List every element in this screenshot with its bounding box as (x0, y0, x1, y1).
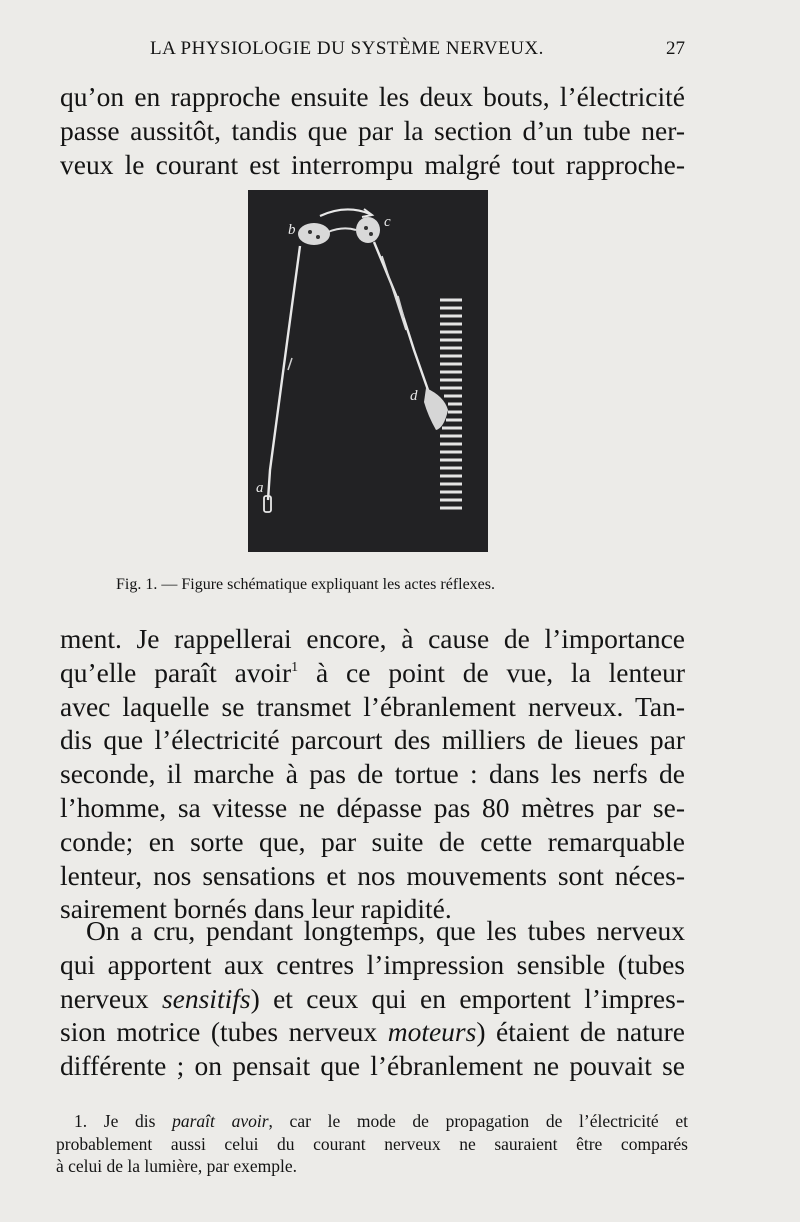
text-fragment: 1. Je dis (74, 1111, 173, 1131)
label-b: b (288, 222, 296, 238)
text-line: avec laquelle se transmet l’ébranlement nerveux. Tan- (60, 690, 685, 722)
text-line: seconde, il marche à pas de tortue : dans les nerfs de (60, 758, 685, 790)
footnote (56, 1110, 688, 1178)
text-fragment: sion motrice (tubes nerveux (60, 1016, 388, 1048)
reflex-diagram (248, 190, 488, 552)
label-c: c (384, 214, 391, 230)
footnote-line (56, 1110, 688, 1133)
emphasis: paraît avoir (172, 1111, 269, 1131)
text-line (60, 656, 685, 690)
text-line (60, 1015, 685, 1049)
text-line: passe aussitôt, tandis que par la section d’un tube ner- (60, 114, 685, 146)
text-fragment: qu’elle paraît avoir (60, 656, 292, 688)
text-line: qu’on en rapproche ensuite les deux bouts, l’électricité (60, 81, 685, 112)
text-line: l’homme, sa vitesse ne dépasse pas 80 mètres par se- (60, 791, 685, 823)
footnote-line: probablement aussi celui du courant nerveux ne sauraient être comparés (56, 1133, 688, 1154)
emphasis: sensitifs (161, 982, 251, 1014)
reflex-figure (248, 190, 488, 552)
text-fragment: ) étaient de nature (476, 1016, 685, 1048)
label-d: d (410, 388, 418, 404)
page-header (60, 38, 685, 68)
paragraph-tubes (60, 914, 685, 1083)
text-line: sairement bornés dans leur rapidité. (60, 893, 452, 925)
text-line (60, 982, 685, 1016)
page-number: 27 (666, 38, 685, 59)
figure-caption: Fig. 1. — Figure schématique expliquant les actes réflexes. (116, 576, 496, 593)
text-line: qui apportent aux centres l’impression sensible (tubes (60, 948, 685, 980)
emphasis: moteurs (387, 1016, 477, 1048)
text-line: conde; en sorte que, par suite de cette remarquable (60, 825, 685, 857)
footnote-line: à celui de la lumière, par exemple. (56, 1156, 297, 1176)
footnote-ref: 1 (291, 659, 299, 675)
text-fragment: , car le mode de propagation de l’électricité et (268, 1111, 688, 1131)
text-line: différente ; on pensait que l’ébranlement ne pouvait se (60, 1050, 685, 1082)
paragraph-continued (60, 80, 685, 181)
text-fragment: nerveux (60, 982, 162, 1014)
text-fragment: ) et ceux qui en emportent l’impres- (250, 982, 685, 1014)
text-fragment: à ce point de vue, la lenteur (298, 656, 685, 688)
text-line: ment. Je rappellerai encore, à cause de l’importance (60, 623, 685, 654)
label-a: a (256, 480, 264, 496)
paragraph-lenteur (60, 622, 685, 926)
text-line: lenteur, nos sensations et nos mouvements sont néces- (60, 859, 685, 891)
text-line: dis que l’électricité parcourt des milliers de lieues par (60, 724, 685, 756)
text-line: On a cru, pendant longtemps, que les tubes nerveux (86, 915, 685, 946)
text-line: veux le courant est interrompu malgré tout rapproche- (60, 148, 685, 180)
running-title: LA PHYSIOLOGIE DU SYSTÈME NERVEUX. (150, 38, 544, 59)
